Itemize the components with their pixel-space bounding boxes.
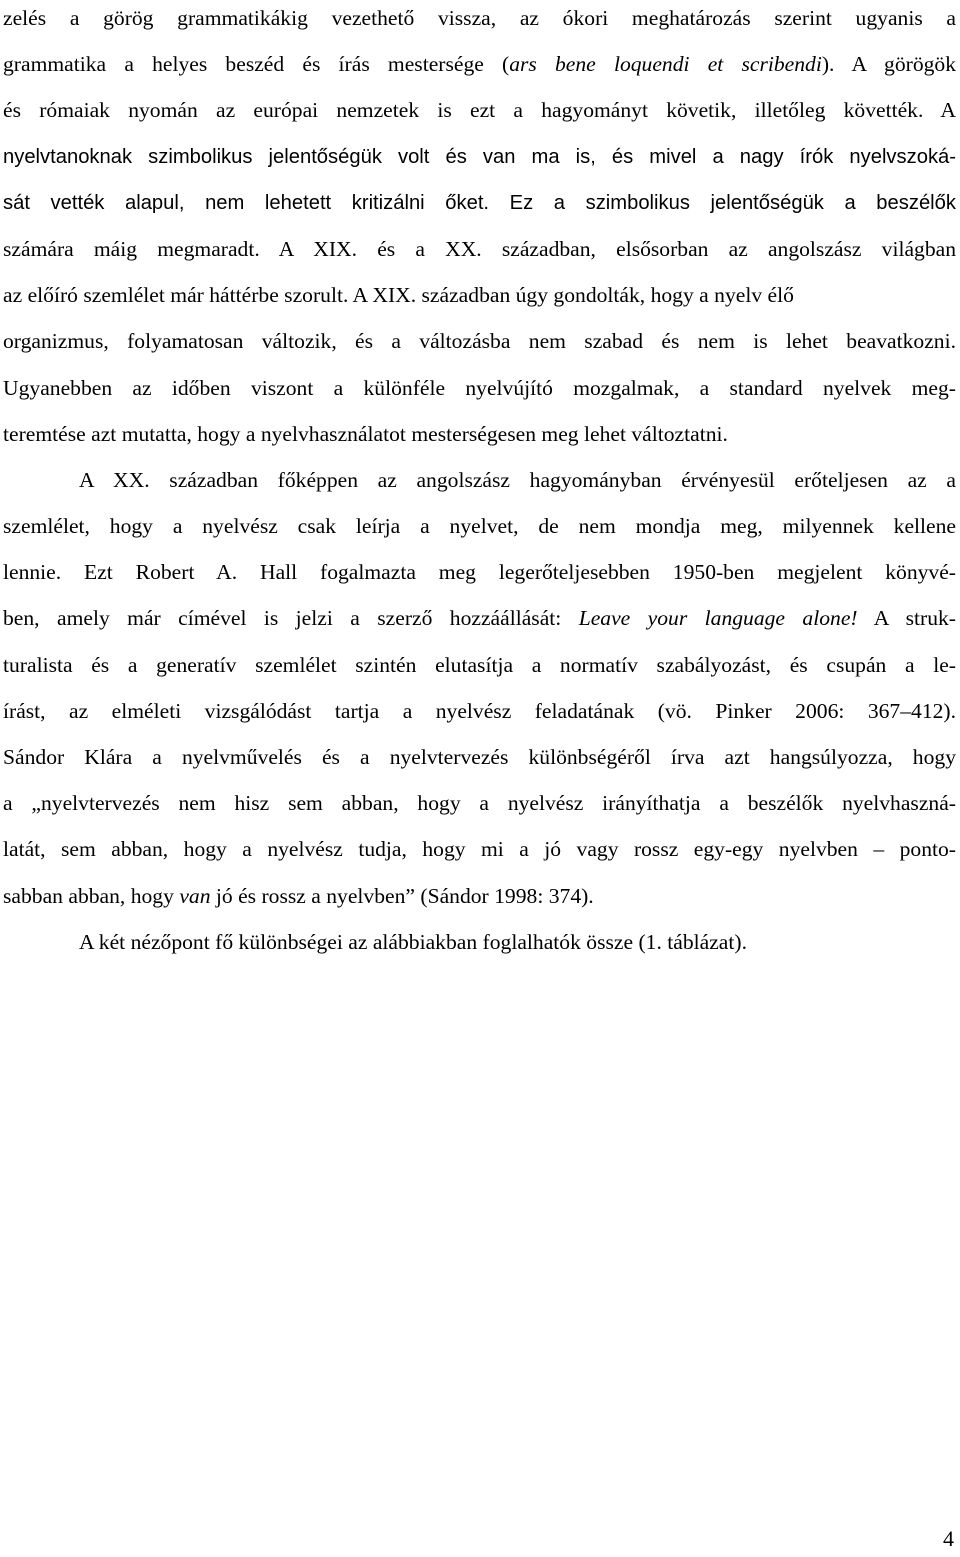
text-segment: szemlélet, hogy a nyelvész csak leírja a nyelvet, de nem mondja meg, milyennek kellene: [3, 514, 956, 539]
text-segment: lennie. Ezt Robert A. Hall fogalmazta meg legerőteljesebben 1950-ben megjelent könyvé-: [3, 560, 956, 585]
text-segment: A struk-: [857, 606, 956, 631]
text-line: [3, 318, 956, 364]
text-line: [3, 411, 956, 457]
text-line: [3, 595, 956, 641]
text-line: [3, 503, 956, 549]
text-line: [3, 734, 956, 780]
text-segment: teremtése azt mutatta, hogy a nyelvhasználatot mesterségesen meg lehet változtatni.: [3, 421, 728, 446]
text-line: [3, 688, 956, 734]
text-segment: és rómaiak nyomán az európai nemzetek is ezt a hagyományt követik, illetőleg követték. A: [3, 98, 956, 123]
text-segment: Sándor Klára a nyelvművelés és a nyelvtervezés különbségéről írva azt hangsúlyozza, hogy: [3, 745, 956, 769]
text-segment: grammatika a helyes beszéd és írás mestersége (: [3, 52, 510, 77]
text-segment: latát, sem abban, hogy a nyelvész tudja, hogy mi a jó vagy rossz egy-egy nyelvben – ponto-: [3, 837, 956, 862]
text-segment: A XX. században főképpen az angolszász hagyományban érvényesül erőteljesen az a: [79, 467, 956, 492]
text-segment: organizmus, folyamatosan változik, és a változásba nem szabad és nem is lehet beavatkozni.: [3, 329, 956, 354]
italic-text-segment: van: [179, 883, 211, 908]
text-line: [3, 919, 956, 965]
text-line: [3, 549, 956, 595]
text-segment: zelés a görög grammatikákig vezethető vissza, az ókori meghatározás szerint ugyanis a: [3, 6, 956, 30]
text-line: [3, 0, 956, 41]
text-line: [3, 457, 956, 503]
text-segment: A két nézőpont fő különbségei az alábbiakban foglalhatók össze (1. táblázat).: [79, 929, 747, 954]
text-line: [3, 134, 956, 180]
text-line: [3, 365, 956, 411]
text-segment: Ugyanebben az időben viszont a különféle nyelvújító mozgalmak, a standard nyelvek meg-: [3, 375, 956, 400]
italic-text-segment: Leave your language alone!: [578, 606, 858, 631]
text-line: [3, 780, 956, 826]
body-text: [3, 0, 956, 965]
text-segment: írást, az elméleti vizsgálódást tartja a nyelvész feladatának (vö. Pinker 2006: 367–412).: [3, 698, 956, 723]
text-segment: a „nyelvtervezés nem hisz sem abban, hogy a nyelvész irányíthatja a beszélők nyelvhaszná-: [3, 791, 956, 816]
text-line: [3, 642, 956, 688]
text-line: [3, 180, 956, 226]
text-line: [3, 226, 956, 272]
text-segment: sát vették alapul, nem lehetett kritizálni őket. Ez a szimbolikus jelentőségük a beszélők: [3, 191, 956, 214]
page-number: 4: [943, 1526, 954, 1551]
text-line: [3, 826, 956, 872]
text-segment: turalista és a generatív szemlélet szintén elutasítja a normatív szabályozást, és csupán a le-: [3, 652, 956, 677]
text-segment: sabban abban, hogy: [3, 883, 180, 908]
text-line: [3, 87, 956, 133]
text-segment: jó és rossz a nyelvben” (Sándor 1998: 374).: [210, 883, 594, 908]
text-segment: nyelvtanoknak szimbolikus jelentőségük volt és van ma is, és mivel a nagy írók nyelvszoká-: [3, 145, 956, 168]
italic-text-segment: ars bene loquendi et scribendi: [509, 52, 822, 77]
text-segment: ). A görögök: [821, 52, 956, 77]
text-line: [3, 873, 956, 919]
text-line: [3, 272, 956, 318]
text-segment: ben, amely már címével is jelzi a szerző hozzáállását:: [3, 606, 579, 631]
text-segment: az előíró szemlélet már háttérbe szorult. A XIX. században úgy gondolták, hogy a nyelv élő: [3, 283, 794, 308]
text-line: [3, 41, 956, 87]
text-segment: számára máig megmaradt. A XIX. és a XX. században, elsősorban az angolszász világban: [3, 236, 956, 261]
